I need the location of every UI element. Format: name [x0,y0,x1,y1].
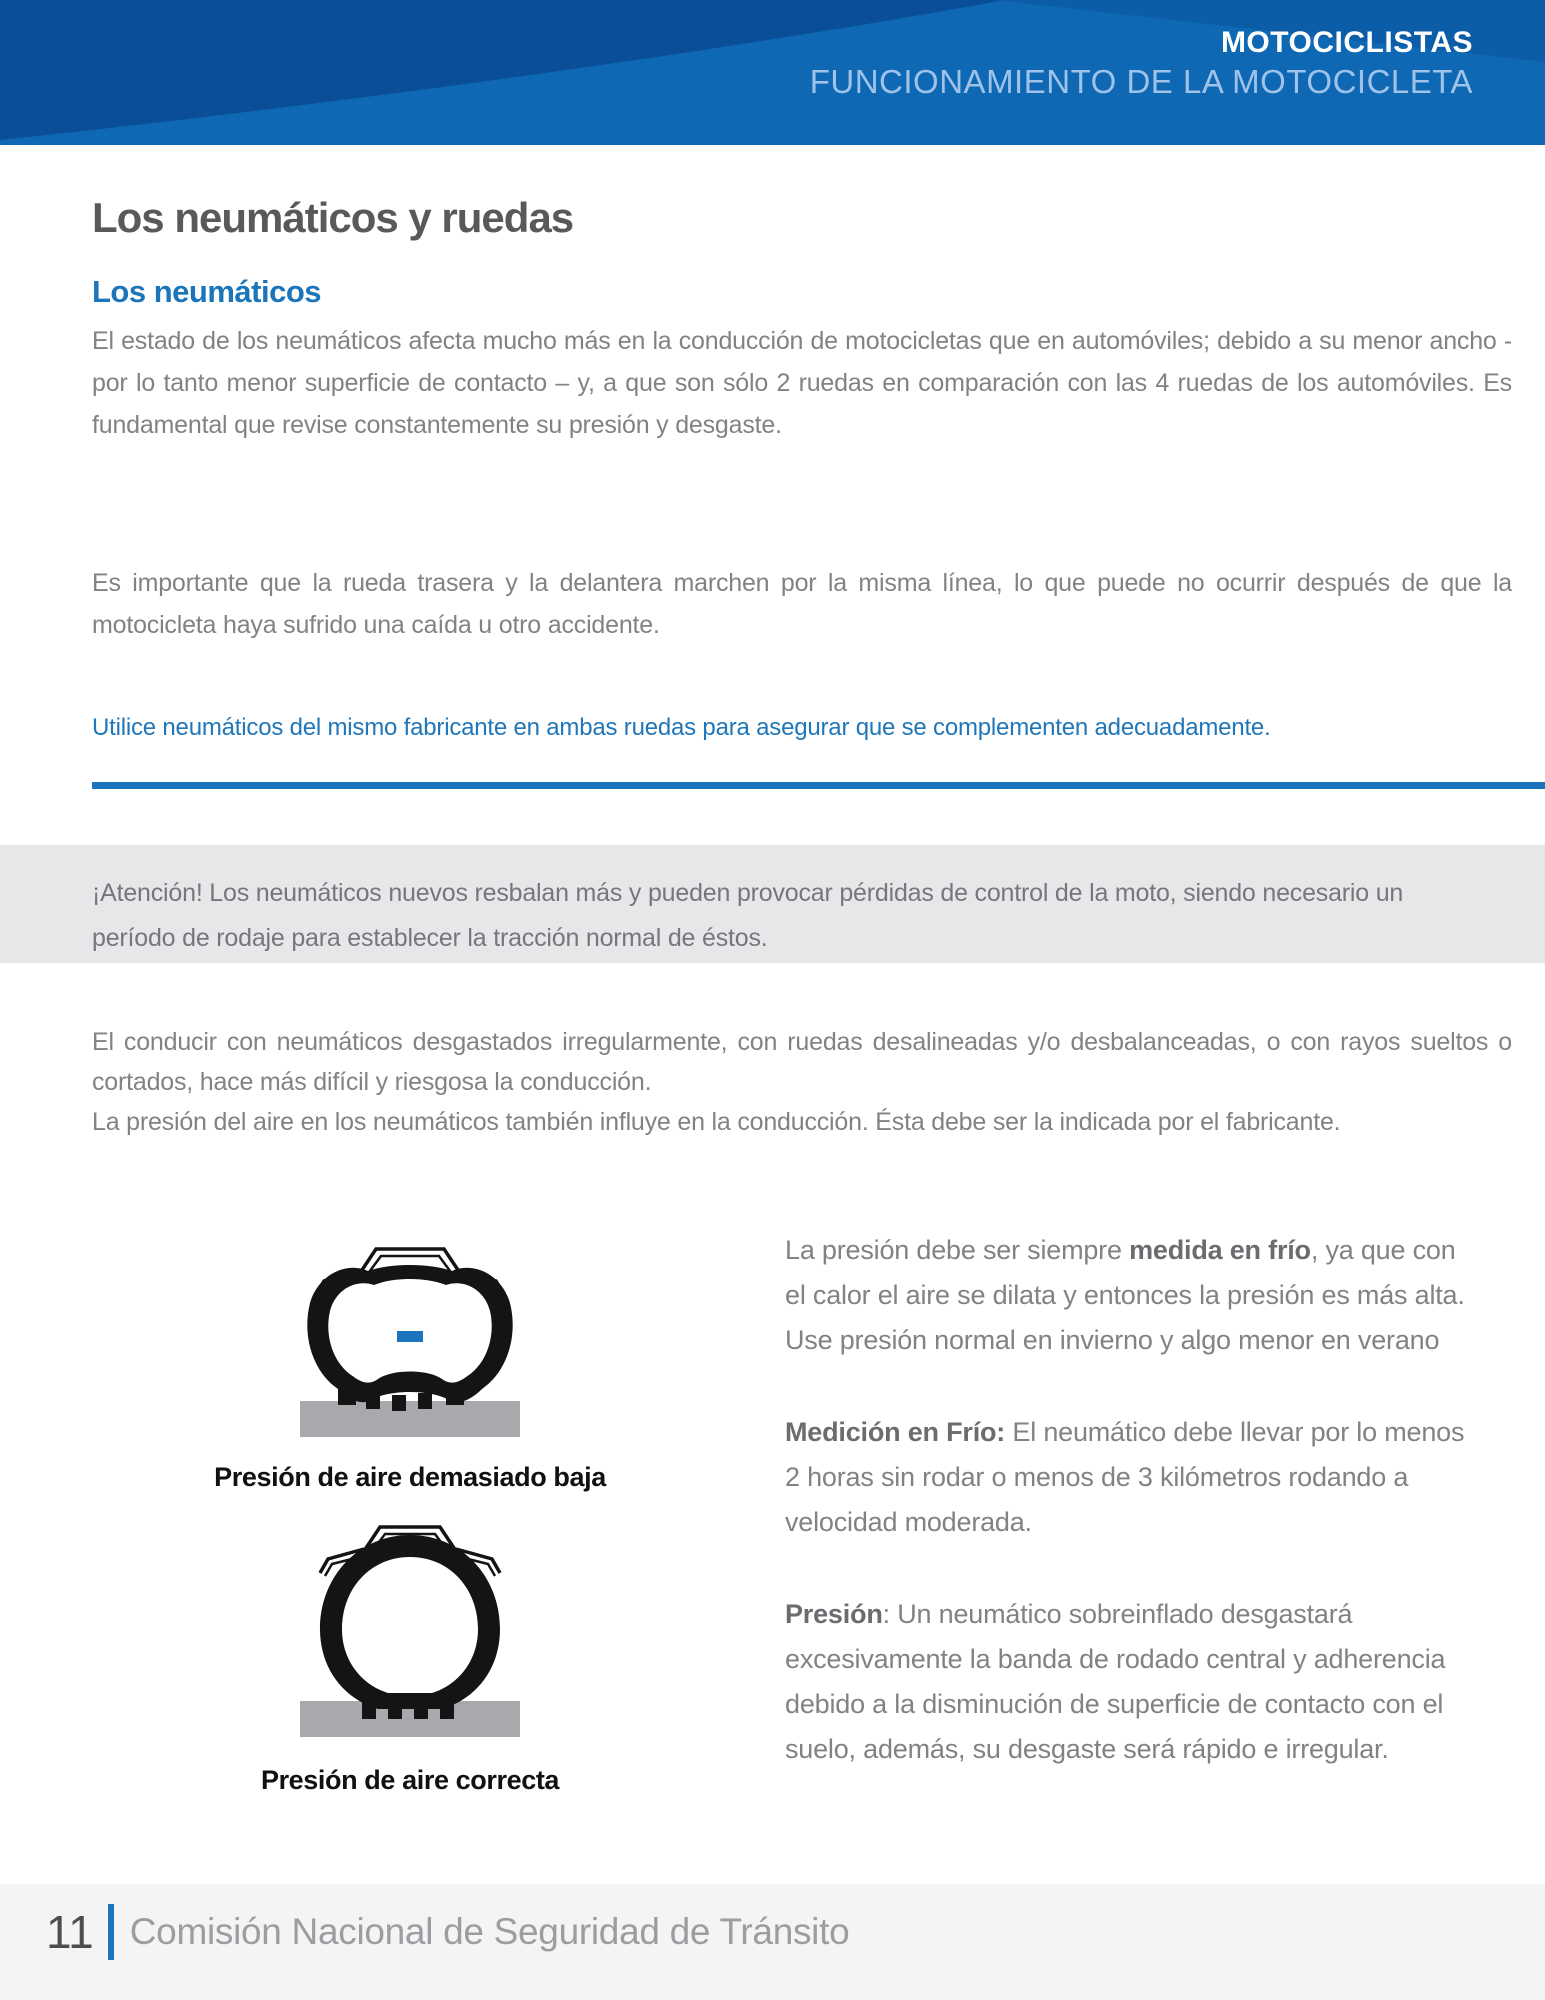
tip-text: Utilice neumáticos del mismo fabricante en ambas ruedas para asegurar que se complementen adecuadamente. [92,714,1271,741]
bold-run: Medición en Frío: [785,1417,1006,1447]
tire-correct-pressure-illustration [260,1505,560,1763]
footer-organization: Comisión Nacional de Seguridad de Tránsito [129,1911,850,1952]
tire-figures [214,1225,606,1796]
page-footer [0,1884,1545,2000]
page-title: Los neumáticos y ruedas [92,194,574,241]
blue-divider [92,782,1545,789]
attention-box [0,845,1545,963]
pressure-paragraph-overinflation [785,1592,1475,1772]
paragraph-pressure-text: La presión del aire en los neumáticos también influye en la conducción. Ésta debe ser la indicada por el fabricante. [92,1108,1341,1136]
text-run: El neumático debe llevar por lo menos 2 horas sin rodar o menos de 3 kilómetros rodando a velocidad moderada. [785,1417,1465,1537]
correct-pressure-caption: Presión de aire correcta [260,1765,560,1795]
tire-low-pressure-illustration [260,1225,560,1460]
page-header [0,0,1545,145]
pressure-paragraph-cold [785,1228,1475,1363]
paragraph-wear-text: El conducir con neumáticos desgastados irregularmente, con ruedas desalineadas y/o desbalanceadas, o con rayos sueltos o cortados, hace más difícil y riesgosa la conducción. [92,1028,1512,1096]
header-text-block [810,26,1473,100]
attention-text: ¡Atención! Los neumáticos nuevos resbalan más y pueden provocar pérdidas de control de la moto, siendo necesario un período de rodaje para establecer la tracción normal de éstos. [92,879,1404,952]
page-number: 11 [46,1906,94,1958]
footer-divider-bar [108,1904,114,1960]
bold-run: Presión [785,1599,883,1629]
text-run: , ya que con el calor el aire se dilata y entonces la presión es más alta. Use presión normal en invierno y algo menor en verano [785,1235,1465,1355]
low-pressure-marker [397,1331,423,1342]
footer-content [0,1884,1545,1980]
paragraph-intro: El estado de los neumáticos afecta mucho más en la conducción de motocicletas que en automóviles; debido a su menor ancho - por lo tanto menor superficie de contacto – y, a que son sólo 2 ruedas en comparación con las 4 ruedas de los automóviles. Es fundamental que revise constantemente su presión y desgaste. [92,327,1512,439]
section-title: Los neumáticos [92,274,321,309]
bold-run: medida en frío [1129,1235,1311,1265]
pressure-info-column [785,1228,1475,1819]
header-subtitle: FUNCIONAMIENTO DE LA MOTOCICLETA [809,62,1473,100]
pressure-paragraph-measure [785,1410,1475,1545]
text-run: La presión debe ser siempre [785,1235,1130,1265]
paragraph-alignment: Es importante que la rueda trasera y la delantera marchen por la misma línea, lo que puede no ocurrir después de que la motocicleta haya sufrido una caída u otro accidente. [92,569,1512,639]
text-run: : Un neumático sobreinflado desgastará excesivamente la banda de rodado central y adherencia debido a la disminución de superficie de contacto con el suelo, además, su desgaste será rápido e irregular. [785,1599,1446,1764]
low-pressure-caption: Presión de aire demasiado baja [214,1462,606,1492]
header-title: MOTOCICLISTAS [1220,26,1473,59]
paragraph-wear [92,1022,1512,1142]
